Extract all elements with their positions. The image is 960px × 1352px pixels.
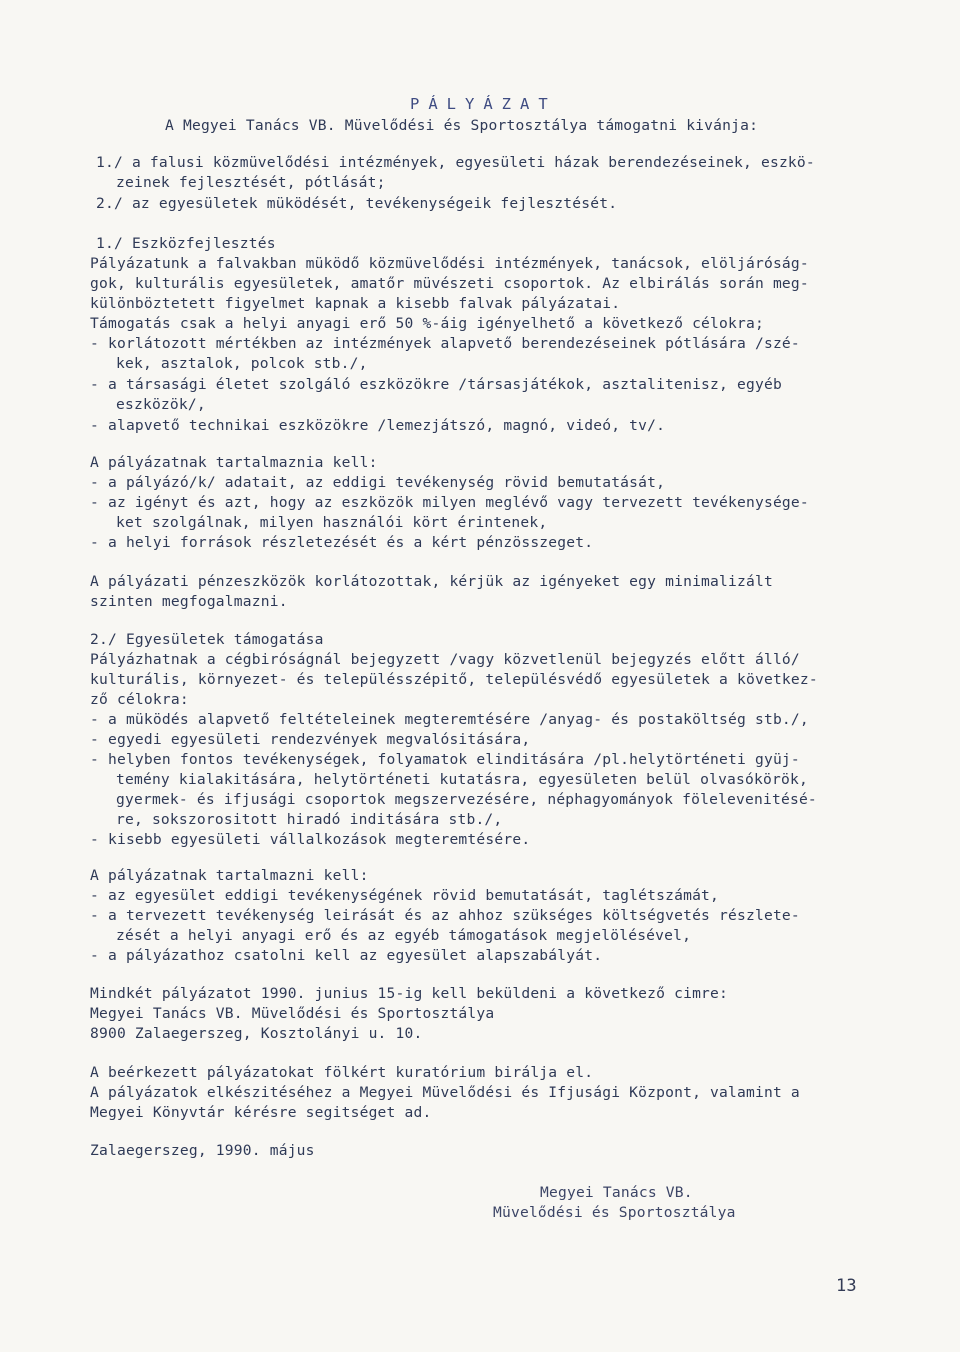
section1-line: Pályázatunk a falvakban müködő közmüvelődési intézmények, tanácsok, elöljáróság- bbox=[90, 255, 809, 272]
contents2-line: A pályázatnak tartalmazni kell: bbox=[90, 867, 369, 884]
section2-line: - egyedi egyesületi rendezvények megvalósitására, bbox=[90, 731, 531, 748]
section2-line: - helyben fontos tevékenységek, folyamatok elinditására /pl.helytörténeti gyüj- bbox=[90, 751, 800, 768]
signature-line-2: Müvelődési és Sportosztálya bbox=[493, 1204, 736, 1221]
contents1-line: - az igényt és azt, hogy az eszközök milyen meglévő vagy tervezett tevékenysége- bbox=[90, 494, 809, 511]
deadline-line: 8900 Zalaegerszeg, Kosztolányi u. 10. bbox=[90, 1025, 423, 1042]
goal-line-1: 1./ a falusi közmüvelődési intézmények, egyesületi házak berendezéseinek, eszkö- bbox=[96, 154, 815, 171]
contents2-line: - a pályázathoz csatolni kell az egyesület alapszabályát. bbox=[90, 947, 603, 964]
contents2-line: zését a helyi anyagi erő és az egyéb támogatások megjelölésével, bbox=[116, 927, 692, 944]
deadline-line: Megyei Tanács VB. Müvelődési és Sportosztálya bbox=[90, 1005, 495, 1022]
section1-line: - a társasági életet szolgáló eszközökre /társasjátékok, asztalitenisz, egyéb bbox=[90, 376, 782, 393]
section2-line: re, sokszorositott hiradó inditására stb./, bbox=[116, 811, 503, 828]
section2-line: - a müködés alapvető feltételeinek megteremtésére /anyag- és postaköltség stb./, bbox=[90, 711, 809, 728]
page-number: 13 bbox=[836, 1276, 857, 1296]
contents2-line: - az egyesület eddigi tevékenységének rövid bemutatását, taglétszámát, bbox=[90, 887, 720, 904]
signature-line-1: Megyei Tanács VB. bbox=[540, 1184, 693, 1201]
section2-line: kulturális, környezet- és településszépitő, településvédő egyesületek a következ- bbox=[90, 671, 818, 688]
intro-line: A Megyei Tanács VB. Müvelődési és Sportosztálya támogatni kivánja: bbox=[165, 117, 759, 134]
review-line: Megyei Könyvtár kérésre segitséget ad. bbox=[90, 1104, 432, 1121]
limited-line: A pályázati pénzeszközök korlátozottak, kérjük az igényeket egy minimalizált bbox=[90, 573, 773, 590]
section1-heading: 1./ Eszközfejlesztés bbox=[96, 235, 276, 252]
section2-line: Pályázhatnak a cégbiróságnál bejegyzett /vagy közvetlenül bejegyzés előtt álló/ bbox=[90, 651, 800, 668]
section1-line: gok, kulturális egyesületek, amatőr müvészeti csoportok. Az elbirálás során meg- bbox=[90, 275, 809, 292]
section1-line: - korlátozott mértékben az intézmények alapvető berendezéseinek pótlására /szé- bbox=[90, 335, 800, 352]
limited-line: szinten megfogalmazni. bbox=[90, 593, 288, 610]
section1-line: Támogatás csak a helyi anyagi erő 50 %-áig igényelhető a következő célokra; bbox=[90, 315, 764, 332]
section2-line: ző célokra: bbox=[90, 691, 189, 708]
section1-line: - alapvető technikai eszközökre /lemezjátszó, magnó, videó, tv/. bbox=[90, 417, 666, 434]
contents1-line: A pályázatnak tartalmaznia kell: bbox=[90, 454, 378, 471]
contents1-line: - a helyi források részletezését és a kért pénzösszeget. bbox=[90, 534, 594, 551]
section1-line: eszközök/, bbox=[116, 396, 206, 413]
section1-line: különböztetett figyelmet kapnak a kisebb falvak pályázatai. bbox=[90, 295, 621, 312]
contents2-line: - a tervezett tevékenység leirását és az ahhoz szükséges költségvetés részlete- bbox=[90, 907, 800, 924]
place-date: Zalaegerszeg, 1990. május bbox=[90, 1142, 315, 1159]
deadline-line: Mindkét pályázatot 1990. junius 15-ig kell beküldeni a következő cimre: bbox=[90, 985, 729, 1002]
contents1-line: - a pályázó/k/ adatait, az eddigi tevékenység rövid bemutatását, bbox=[90, 474, 666, 491]
goal-line-3: 2./ az egyesületek müködését, tevékenységeik fejlesztését. bbox=[96, 195, 618, 212]
section2-line: temény kialakitására, helytörténeti kutatásra, egyesületen belül olvasókörök, bbox=[116, 771, 808, 788]
section2-line: gyermek- és ifjusági csoportok megszervezésére, néphagyományok fölelevenitésé- bbox=[116, 791, 817, 808]
section2-heading: 2./ Egyesületek támogatása bbox=[90, 631, 324, 648]
review-line: A pályázatok elkészitéséhez a Megyei Müvelődési és Ifjusági Központ, valamint a bbox=[90, 1084, 800, 1101]
section2-line: - kisebb egyesületi vállalkozások megteremtésére. bbox=[90, 831, 531, 848]
document-title: PÁLYÁZAT bbox=[410, 95, 557, 113]
contents1-line: ket szolgálnak, milyen használói kört érintenek, bbox=[116, 514, 548, 531]
review-line: A beérkezett pályázatokat fölkért kuratórium birálja el. bbox=[90, 1064, 594, 1081]
goal-line-2: zeinek fejlesztését, pótlását; bbox=[116, 174, 386, 191]
section1-line: kek, asztalok, polcok stb./, bbox=[116, 355, 368, 372]
